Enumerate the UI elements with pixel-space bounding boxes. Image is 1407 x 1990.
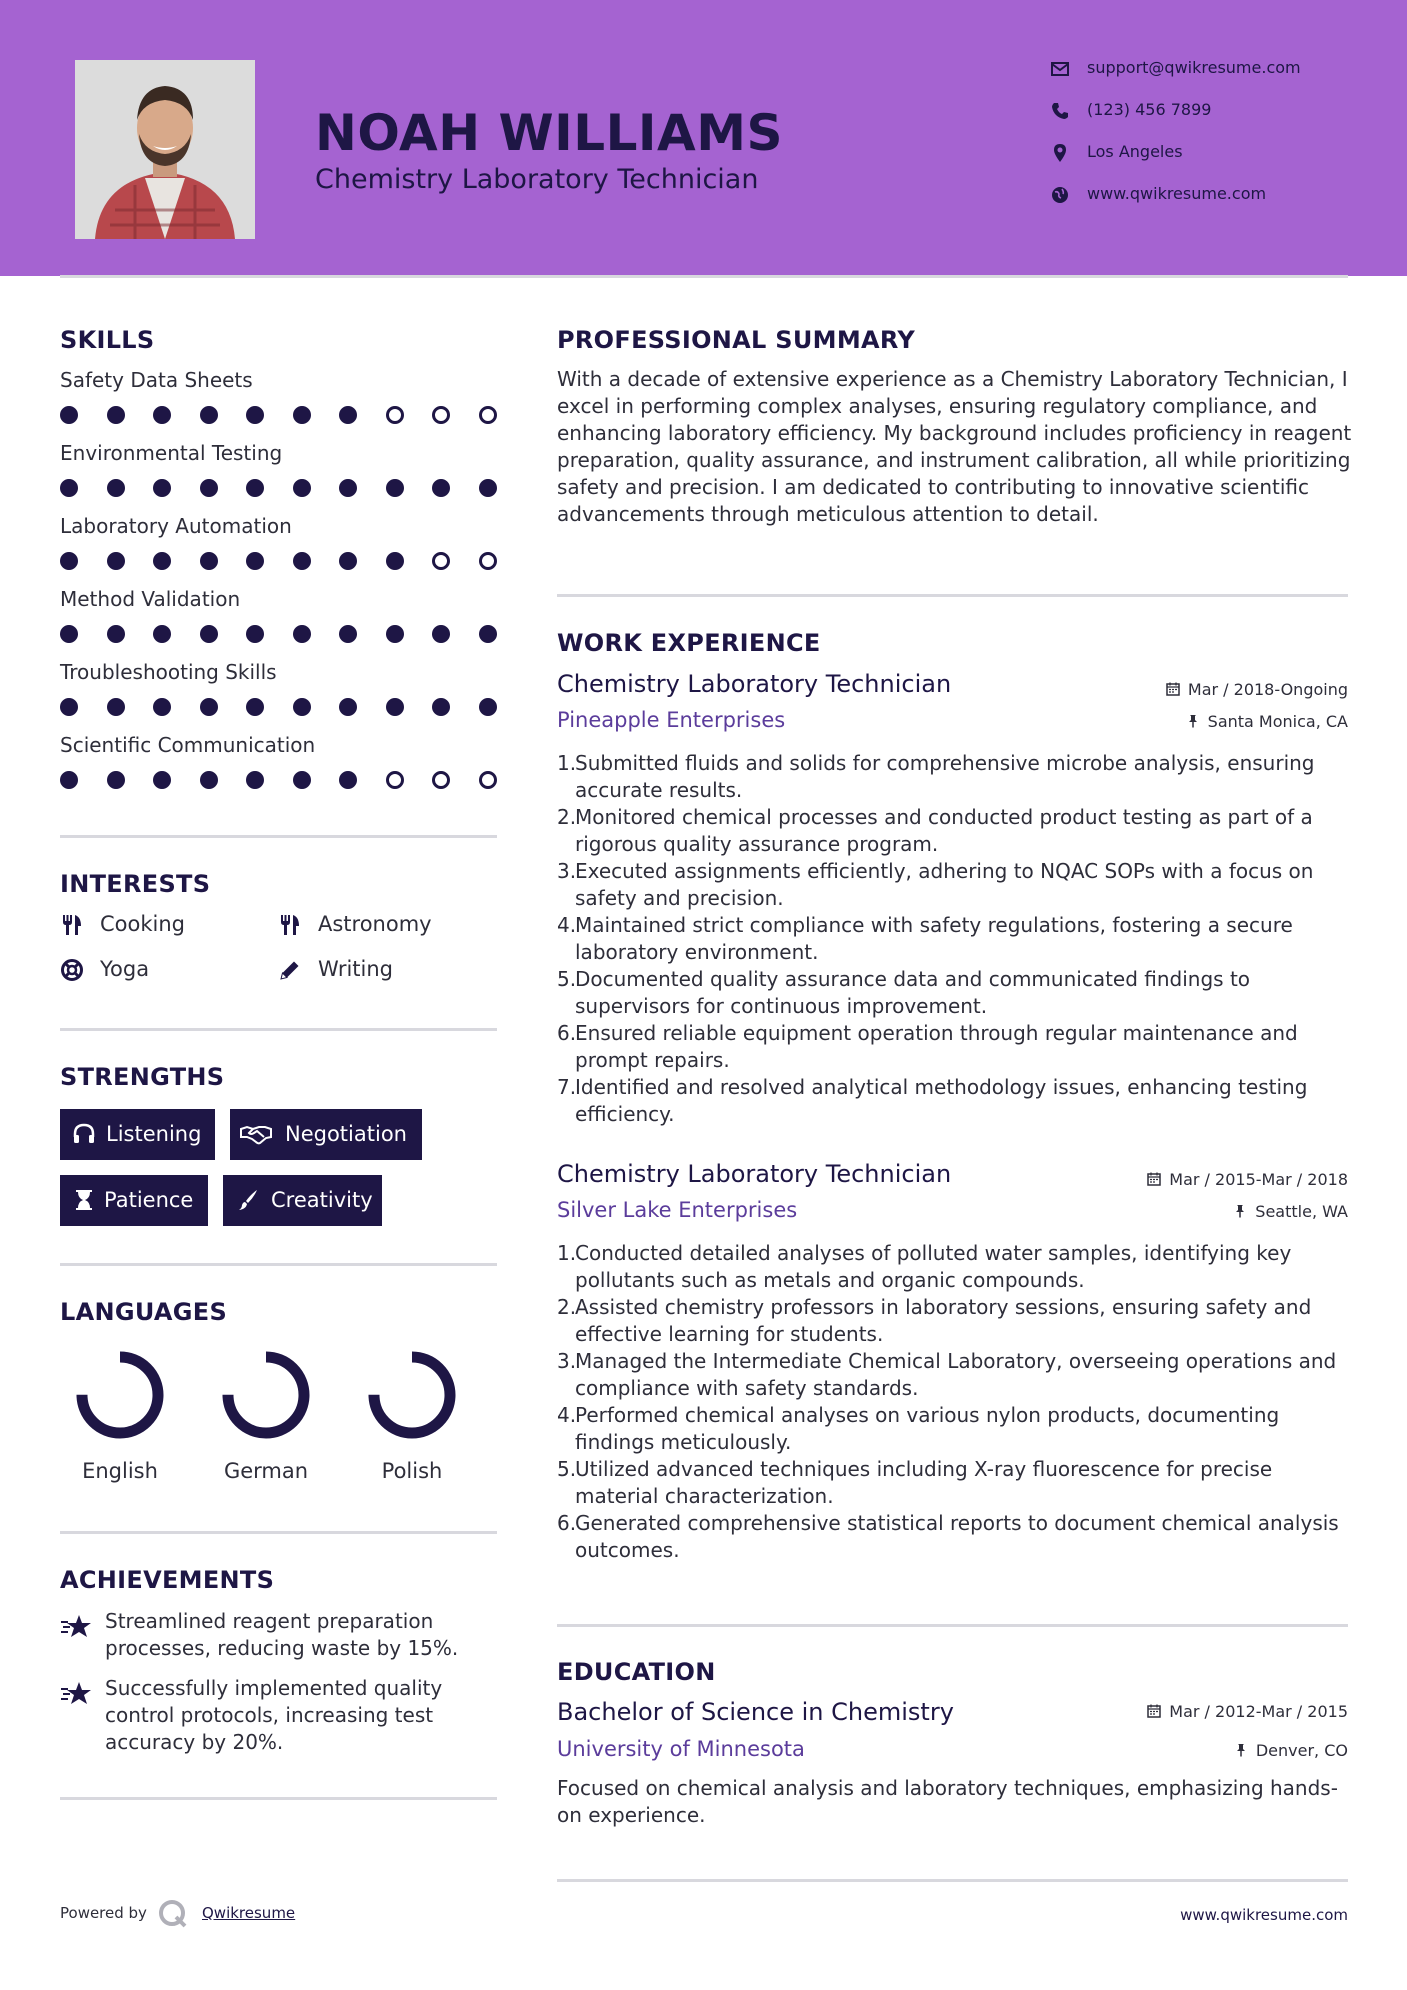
pushpin-icon bbox=[1186, 714, 1200, 728]
education-dates: Mar / 2012-Mar / 2015 bbox=[1147, 1702, 1348, 1721]
skill-dot-filled bbox=[386, 479, 404, 497]
skills-title: SKILLS bbox=[60, 326, 155, 354]
education-degree: Bachelor of Science in Chemistry bbox=[557, 1698, 954, 1726]
skill-rating bbox=[60, 479, 500, 499]
skill-rating bbox=[60, 406, 500, 426]
skill-rating bbox=[60, 771, 500, 791]
job-bullet bbox=[557, 858, 1357, 912]
skill-dot-filled bbox=[479, 625, 497, 643]
skill-dot-filled bbox=[153, 625, 171, 643]
header-divider bbox=[60, 275, 1348, 278]
skill-name: Scientific Communication bbox=[60, 733, 316, 757]
bullet-number: 1. bbox=[557, 1241, 577, 1265]
language-ring bbox=[218, 1347, 314, 1443]
lifebuoy-icon bbox=[60, 958, 84, 982]
job-bullet-list bbox=[557, 750, 1357, 1128]
skill-dot-empty bbox=[479, 552, 497, 570]
summary-divider bbox=[557, 594, 1348, 597]
map-pin-icon bbox=[1050, 143, 1070, 163]
skill-name: Environmental Testing bbox=[60, 441, 283, 465]
skill-dot-empty bbox=[386, 406, 404, 424]
skill-dot-filled bbox=[293, 479, 311, 497]
bullet-number: 2. bbox=[557, 805, 577, 829]
bullet-number: 7. bbox=[557, 1075, 577, 1099]
calendar-icon bbox=[1147, 1704, 1161, 1718]
job-bullet-list bbox=[557, 1240, 1357, 1564]
job-dates: Mar / 2018-Ongoing bbox=[1166, 680, 1348, 699]
skill-dot-filled bbox=[246, 552, 264, 570]
skill-dot-filled bbox=[200, 552, 218, 570]
bullet-number: 4. bbox=[557, 913, 577, 937]
skill-dot-filled bbox=[153, 771, 171, 789]
job-company: Silver Lake Enterprises bbox=[557, 1198, 798, 1222]
skill-dot-filled bbox=[479, 479, 497, 497]
skill-dot-filled bbox=[432, 625, 450, 643]
skill-rating bbox=[60, 552, 500, 572]
job-dates: Mar / 2015-Mar / 2018 bbox=[1147, 1170, 1348, 1189]
bullet-text: Documented quality assurance data and communicated findings to supervisors for continuous improvement. bbox=[575, 967, 1251, 1018]
skill-dot-filled bbox=[339, 771, 357, 789]
bullet-text: Maintained strict compliance with safety regulations, fostering a secure laboratory environment. bbox=[575, 913, 1293, 964]
skill-dot-filled bbox=[60, 625, 78, 643]
strengths-divider bbox=[60, 1263, 497, 1266]
job-bullet bbox=[557, 1456, 1357, 1510]
skills-divider bbox=[60, 835, 497, 838]
skill-dot-filled bbox=[60, 771, 78, 789]
bullet-number: 2. bbox=[557, 1295, 577, 1319]
skill-dot-empty bbox=[432, 771, 450, 789]
skill-name: Laboratory Automation bbox=[60, 514, 292, 538]
skill-dot-filled bbox=[200, 698, 218, 716]
skill-dot-filled bbox=[107, 552, 125, 570]
skill-dot-filled bbox=[339, 552, 357, 570]
strength-tag-listening: Listening bbox=[60, 1109, 215, 1160]
skill-dot-filled bbox=[153, 698, 171, 716]
skill-rating bbox=[60, 698, 500, 718]
skill-dot-empty bbox=[479, 771, 497, 789]
skill-dot-filled bbox=[246, 406, 264, 424]
skill-dot-filled bbox=[386, 698, 404, 716]
star-award-icon bbox=[60, 1612, 92, 1640]
bullet-text: Generated comprehensive statistical reports to document chemical analysis outcomes. bbox=[575, 1511, 1339, 1562]
job-bullet bbox=[557, 1240, 1357, 1294]
achievements-divider bbox=[60, 1797, 497, 1800]
skill-dot-filled bbox=[432, 479, 450, 497]
skill-dot-filled bbox=[246, 771, 264, 789]
language-item bbox=[352, 1347, 472, 1497]
strengths-title: STRENGTHS bbox=[60, 1063, 225, 1091]
footer-powered-by: Powered by bbox=[60, 1904, 147, 1922]
job-role: Chemistry Laboratory Technician bbox=[557, 1160, 952, 1188]
profile-photo bbox=[75, 60, 255, 239]
job-location: Santa Monica, CA bbox=[1186, 712, 1348, 731]
language-name: German bbox=[223, 1459, 309, 1483]
skill-dot-filled bbox=[107, 698, 125, 716]
bullet-number: 5. bbox=[557, 967, 577, 991]
job-bullet bbox=[557, 1074, 1357, 1128]
skill-dot-empty bbox=[432, 552, 450, 570]
bullet-number: 6. bbox=[557, 1021, 577, 1045]
job-bullet bbox=[557, 966, 1357, 1020]
skill-dot-filled bbox=[386, 552, 404, 570]
skill-dot-filled bbox=[107, 625, 125, 643]
bullet-text: Conducted detailed analyses of polluted water samples, identifying key pollutants such as metals and organic compounds. bbox=[575, 1241, 1292, 1292]
phone-icon bbox=[1050, 101, 1070, 121]
bullet-text: Submitted fluids and solids for comprehensive microbe analysis, ensuring accurate results. bbox=[575, 751, 1315, 802]
skill-dot-filled bbox=[339, 406, 357, 424]
skill-dot-filled bbox=[432, 698, 450, 716]
strength-tag-patience: Patience bbox=[60, 1175, 208, 1226]
calendar-icon bbox=[1166, 682, 1180, 696]
strength-tag-creativity: Creativity bbox=[223, 1175, 382, 1226]
pushpin-icon bbox=[1234, 1743, 1248, 1757]
skill-dot-filled bbox=[107, 406, 125, 424]
bullet-text: Executed assignments efficiently, adhering to NQAC SOPs with a focus on safety and precision. bbox=[575, 859, 1314, 910]
skill-name: Troubleshooting Skills bbox=[60, 660, 277, 684]
job-location: Seattle, WA bbox=[1233, 1202, 1348, 1221]
skill-dot-filled bbox=[200, 771, 218, 789]
skill-dot-filled bbox=[60, 552, 78, 570]
experience-title: WORK EXPERIENCE bbox=[557, 629, 821, 657]
skill-dot-filled bbox=[200, 406, 218, 424]
globe-icon bbox=[1050, 185, 1070, 205]
education-divider bbox=[557, 1879, 1348, 1882]
hourglass-icon bbox=[72, 1188, 96, 1212]
education-school: University of Minnesota bbox=[557, 1737, 805, 1761]
skill-dot-filled bbox=[339, 625, 357, 643]
skill-rating bbox=[60, 625, 500, 645]
utensils-icon bbox=[278, 913, 302, 937]
bullet-text: Assisted chemistry professors in laboratory sessions, ensuring safety and effective learning for students. bbox=[575, 1295, 1312, 1346]
job-bullet bbox=[557, 1020, 1357, 1074]
language-level-arc bbox=[374, 1357, 450, 1433]
job-bullet bbox=[557, 1294, 1357, 1348]
bullet-number: 6. bbox=[557, 1511, 577, 1535]
education-description: Focused on chemical analysis and laboratory techniques, emphasizing hands-on experience. bbox=[557, 1776, 1338, 1827]
bullet-number: 1. bbox=[557, 751, 577, 775]
skill-dot-filled bbox=[107, 771, 125, 789]
interests-title: INTERESTS bbox=[60, 870, 211, 898]
language-item bbox=[206, 1347, 326, 1497]
skill-dot-filled bbox=[479, 698, 497, 716]
bullet-text: Managed the Intermediate Chemical Laboratory, overseeing operations and compliance with safety standards. bbox=[575, 1349, 1337, 1400]
achievements-title: ACHIEVEMENTS bbox=[60, 1566, 275, 1594]
skill-dot-filled bbox=[293, 698, 311, 716]
job-bullet bbox=[557, 1348, 1357, 1402]
education-location: Denver, CO bbox=[1234, 1741, 1348, 1760]
skill-dot-empty bbox=[432, 406, 450, 424]
paintbrush-icon bbox=[235, 1188, 259, 1212]
pencil-icon bbox=[278, 958, 302, 982]
skill-dot-filled bbox=[246, 479, 264, 497]
skill-dot-filled bbox=[200, 479, 218, 497]
bullet-text: Ensured reliable equipment operation through regular maintenance and prompt repairs. bbox=[575, 1021, 1298, 1072]
skill-name: Safety Data Sheets bbox=[60, 368, 253, 392]
candidate-name: NOAH WILLIAMS bbox=[315, 104, 783, 162]
skill-dot-filled bbox=[293, 771, 311, 789]
bullet-number: 3. bbox=[557, 859, 577, 883]
skill-name: Method Validation bbox=[60, 587, 241, 611]
skill-dot-filled bbox=[339, 479, 357, 497]
bullet-number: 3. bbox=[557, 1349, 577, 1373]
language-ring bbox=[72, 1347, 168, 1443]
job-bullet bbox=[557, 750, 1357, 804]
language-level-arc bbox=[228, 1357, 304, 1433]
languages-divider bbox=[60, 1531, 497, 1534]
summary-title: PROFESSIONAL SUMMARY bbox=[557, 326, 916, 354]
job-bullet bbox=[557, 804, 1357, 858]
skill-dot-filled bbox=[339, 698, 357, 716]
bullet-text: Identified and resolved analytical methodology issues, enhancing testing efficiency. bbox=[575, 1075, 1308, 1126]
skill-dot-filled bbox=[293, 552, 311, 570]
bullet-text: Performed chemical analyses on various nylon products, documenting findings meticulously. bbox=[575, 1403, 1280, 1454]
language-ring bbox=[364, 1347, 460, 1443]
skill-dot-filled bbox=[386, 625, 404, 643]
skill-dot-filled bbox=[153, 552, 171, 570]
footer-brand-link[interactable]: Qwikresume bbox=[202, 1904, 296, 1922]
job-company: Pineapple Enterprises bbox=[557, 708, 786, 732]
bullet-text: Utilized advanced techniques including X-ray fluorescence for precise material characterization. bbox=[575, 1457, 1273, 1508]
skill-dot-filled bbox=[200, 625, 218, 643]
skill-dot-filled bbox=[293, 406, 311, 424]
skill-dot-filled bbox=[153, 406, 171, 424]
experience-divider bbox=[557, 1624, 1348, 1627]
job-bullet bbox=[557, 1510, 1357, 1564]
candidate-title: Chemistry Laboratory Technician bbox=[315, 164, 759, 195]
skill-dot-filled bbox=[60, 698, 78, 716]
language-item bbox=[60, 1347, 180, 1497]
skill-dot-filled bbox=[153, 479, 171, 497]
calendar-icon bbox=[1147, 1172, 1161, 1186]
summary-text: With a decade of extensive experience as a Chemistry Laboratory Technician, I excel in performing complex analyses, ensuring regulatory compliance, and enhancing laboratory efficiency. My background includes proficiency in reagent preparation, quality assurance, and instrument calibration, all while prioritizing safety and precision. I am dedicated to contributing to innovative scientific advancements through meticulous attention to detail. bbox=[557, 367, 1352, 526]
strength-tag-negotiation: Negotiation bbox=[230, 1109, 422, 1160]
envelope-icon bbox=[1050, 59, 1070, 79]
skill-dot-filled bbox=[293, 625, 311, 643]
headphones-icon bbox=[72, 1122, 96, 1146]
skill-dot-empty bbox=[386, 771, 404, 789]
skill-dot-filled bbox=[107, 479, 125, 497]
education-title: EDUCATION bbox=[557, 1658, 716, 1686]
footer-website[interactable]: www.qwikresume.com bbox=[1180, 1906, 1348, 1924]
handshake-icon bbox=[240, 1122, 272, 1146]
bullet-number: 5. bbox=[557, 1457, 577, 1481]
language-name: English bbox=[82, 1459, 158, 1483]
skill-dot-filled bbox=[60, 406, 78, 424]
job-bullet bbox=[557, 912, 1357, 966]
star-award-icon bbox=[60, 1679, 92, 1707]
pushpin-icon bbox=[1233, 1204, 1247, 1218]
bullet-text: Monitored chemical processes and conducted product testing as part of a rigorous quality assurance program. bbox=[575, 805, 1313, 856]
language-level-arc bbox=[82, 1357, 158, 1433]
skill-dot-empty bbox=[479, 406, 497, 424]
languages-title: LANGUAGES bbox=[60, 1298, 228, 1326]
qwikresume-logo-icon bbox=[157, 1898, 189, 1930]
job-bullet bbox=[557, 1402, 1357, 1456]
skill-dot-filled bbox=[246, 698, 264, 716]
skill-dot-filled bbox=[60, 479, 78, 497]
utensils-icon bbox=[60, 913, 84, 937]
bullet-number: 4. bbox=[557, 1403, 577, 1427]
interests-divider bbox=[60, 1028, 497, 1031]
skill-dot-filled bbox=[246, 625, 264, 643]
resume-header: NOAH WILLIAMS Chemistry Laboratory Technician support@qwikresume.com (123) 456 7899 Los Angeles www.qwikresume.com bbox=[0, 0, 1407, 276]
job-role: Chemistry Laboratory Technician bbox=[557, 670, 952, 698]
language-name: Polish bbox=[381, 1459, 443, 1483]
